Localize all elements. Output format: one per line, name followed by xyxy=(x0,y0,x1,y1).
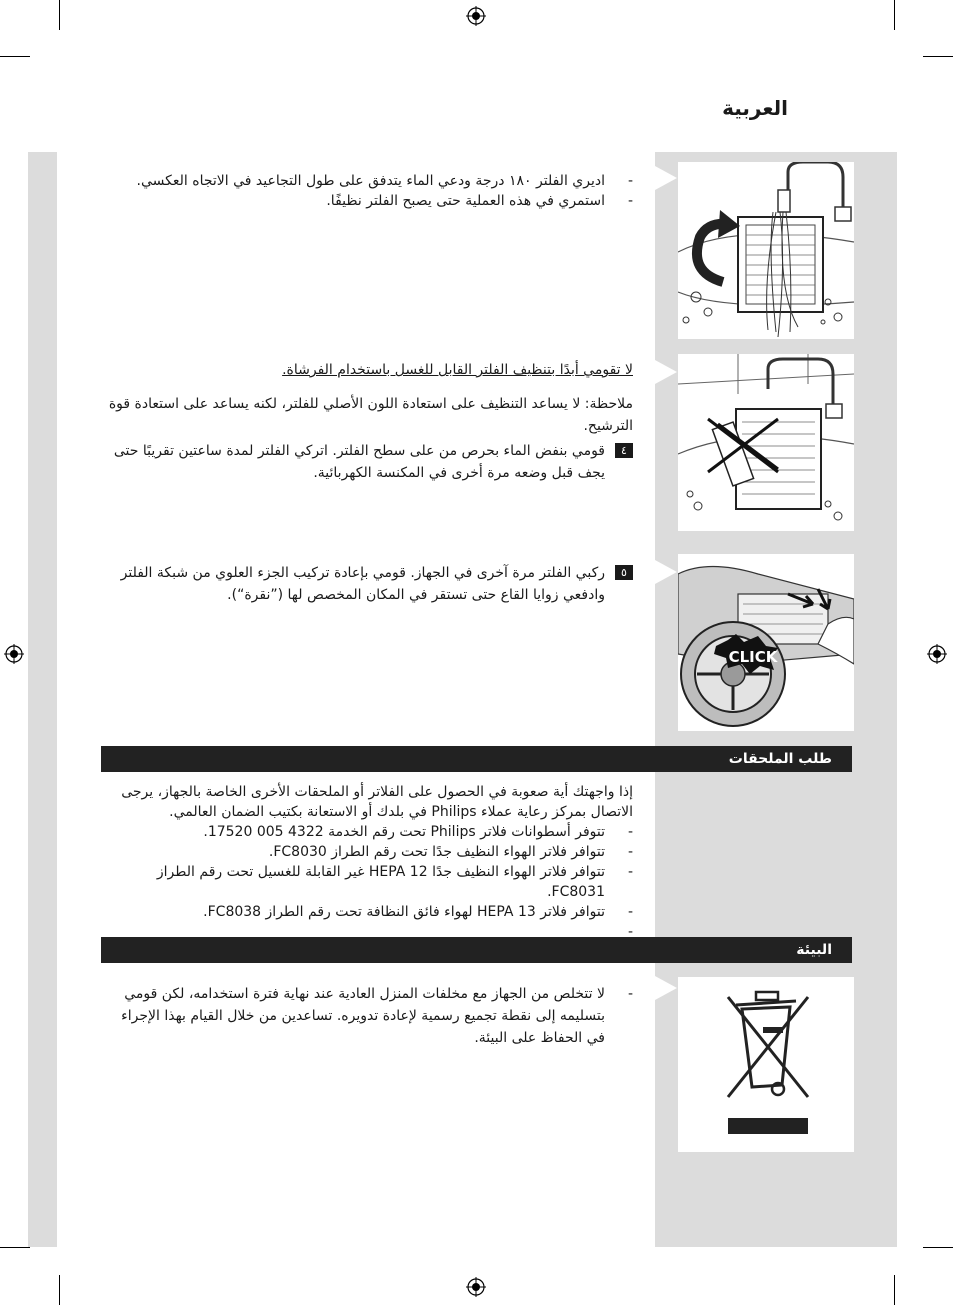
left-margin-strip xyxy=(28,152,57,1247)
step-number-badge: ٥ xyxy=(615,565,633,580)
registration-mark-icon xyxy=(4,644,24,664)
step-text: قومي بنفض الماء بحرص من على سطح الفلتر. اتركي الفلتر لمدة ساعتين تقريبًا حتى يجف قبل وضعه مرة أخرى في المكنسة الكهربائية. xyxy=(113,443,605,481)
accessories-bullet-list xyxy=(113,822,633,942)
weee-bin-illustration xyxy=(678,977,854,1152)
panel-pointer xyxy=(655,976,677,1000)
list-item: - تتوافر فلاتر HEPA 13 لهواء فائق النظافة تحت رقم الطراز FC8038. xyxy=(113,902,633,922)
filter-note: ملاحظة: لا يساعد التنظيف على استعادة اللون الأصلي للفلتر، لكنه يساعد على استعادة قوة الترشيح. xyxy=(108,396,633,434)
brush-warning: لا تقومي أبدًا بتنظيف الفلتر القابل للغسل باستخدام الفرشاة. xyxy=(282,362,633,378)
crop-mark xyxy=(0,56,30,57)
list-item: - تتوافر فلاتر الهواء النظيف جدًا تحت رقم الطراز FC8030. xyxy=(113,842,633,862)
step-text: ركبي الفلتر مرة آخرى في الجهاز. قومي بإعادة تركيب الجزء العلوي من شبكة الفلتر وادفعي زوايا القاع حتى تستقر في المكان المخصص لها (”نقرة“). xyxy=(120,565,605,603)
crop-mark xyxy=(923,1247,953,1248)
panel-pointer xyxy=(655,560,677,584)
step-number-badge: ٤ xyxy=(615,443,633,458)
panel-pointer xyxy=(655,360,677,384)
environment-heading: البيئة xyxy=(101,937,852,963)
crop-mark xyxy=(0,1247,30,1248)
step-5 xyxy=(108,562,633,606)
list-item: - استمري في هذه العملية حتى يصبح الفلتر نظيفًا. xyxy=(113,191,633,211)
crop-mark xyxy=(894,0,895,30)
rinse-filter-illustration xyxy=(678,162,854,339)
crop-mark xyxy=(894,1275,895,1305)
click-label: CLICK xyxy=(728,648,778,666)
step-4 xyxy=(108,440,633,484)
accessories-heading: طلب الملحقات xyxy=(101,746,852,772)
rinse-bullet-list xyxy=(113,171,633,211)
registration-mark-icon xyxy=(927,644,947,664)
registration-mark-icon xyxy=(466,1277,486,1297)
language-title: العربية xyxy=(722,96,788,120)
registration-mark-icon xyxy=(466,6,486,26)
list-item: - تتوافر فلاتر الهواء النظيف جدًا HEPA 12 غير القابلة للغسيل تحت رقم الطراز FC8031. xyxy=(113,862,633,902)
crop-mark xyxy=(59,1275,60,1305)
accessories-intro: إذا واجهتك أية صعوبة في الحصول على الفلاتر أو الملحقات الأخرى الخاصة بالجهاز، يرجى الاتصال بمركز رعاية عملاء Philips في بلدك أو الاستعانة بكتيب الضمان العالمي. xyxy=(121,784,633,820)
environment-bullet-list xyxy=(103,983,633,1049)
list-item: - اديري الفلتر ١٨٠ درجة ودعي الماء يتدفق على طول التجاعيد في الاتجاه العكسي. xyxy=(113,171,633,191)
no-brush-illustration xyxy=(678,354,854,531)
crop-mark xyxy=(59,0,60,30)
filter-click-illustration xyxy=(678,554,854,731)
crop-mark xyxy=(923,56,953,57)
list-item: - تتوفر أسطوانات فلاتر Philips تحت رقم الخدمة 4322 005 17520. xyxy=(113,822,633,842)
panel-pointer xyxy=(655,166,677,190)
list-item: - لا تتخلص من الجهاز مع مخلفات المنزل العادية عند نهاية فترة استخدامه، لكن قومي بتسليمه إلى نقطة تجميع رسمية لإعادة تدويره. تساعدين من خلال القيام بهذا الإجراء في الحفاظ على البيئة. xyxy=(103,983,633,1049)
